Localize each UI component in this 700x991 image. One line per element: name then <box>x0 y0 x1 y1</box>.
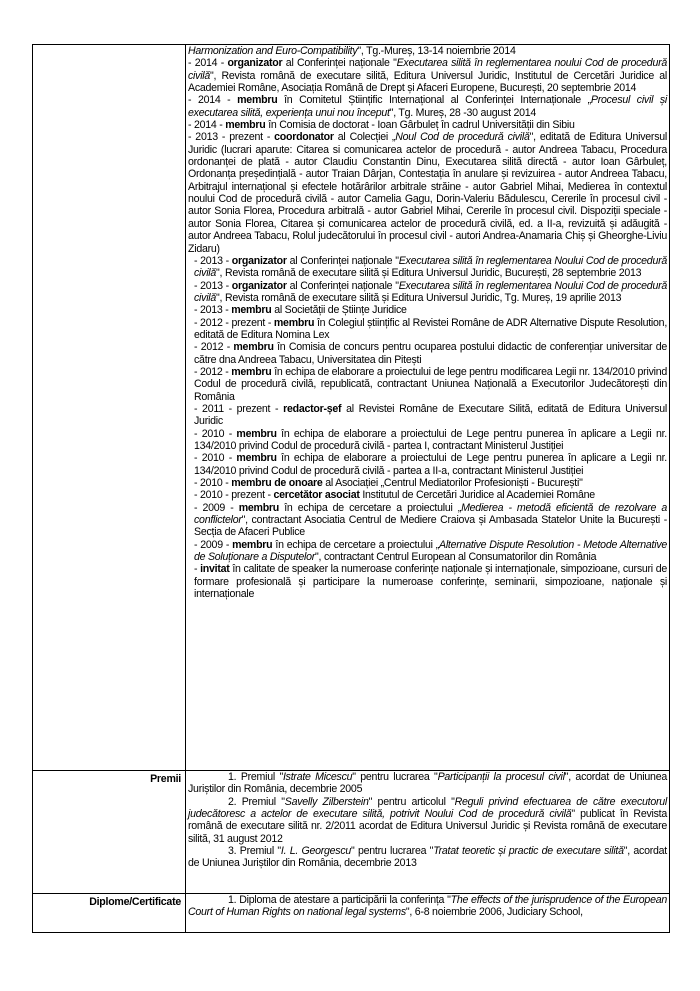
entry-role: Savelly Zilberstein <box>284 795 369 808</box>
activity-entry <box>188 403 667 428</box>
entry-details: ", Revista română de executare silită și Editura Universul Juridic, București, 28 septembrie 2013 <box>216 267 642 280</box>
entry-prefix: 3. Premiul " <box>228 845 281 858</box>
entry-prefix: - 2011 - prezent - <box>194 402 284 415</box>
entry-details: ", acordat de Uniunea Juriștilor din România, decembrie 2005 <box>188 771 667 796</box>
prizes-content-cell <box>186 771 670 894</box>
activity-entry <box>188 539 667 564</box>
entry-prefix: 1. Premiul " <box>228 771 283 783</box>
entry-role: membru <box>238 501 280 514</box>
activity-entry <box>188 45 667 57</box>
entry-text: al Conferinței naționale " <box>286 254 399 267</box>
entry-role: The effects of the jurisprudence of the European Court of Human Rights on national legal systems <box>188 894 667 919</box>
entry-text: în echipa de cercetare a proiectului „ <box>279 501 462 514</box>
entry-prefix: 1. Diploma de atestare a participării la conferința " <box>228 894 451 906</box>
entry-role: organizator <box>227 57 283 70</box>
cv-table <box>32 44 670 933</box>
entry-prefix: - 2012 - prezent - <box>194 316 274 329</box>
entry-details: ", Revista română de executare silită și Editura Universul Juridic, Tg. Mureș, 19 aprilie 2013 <box>216 291 622 304</box>
entry-prefix: - <box>194 563 201 576</box>
entry-title: Reguli privind efectuarea de către executorul judecătoresc a actelor de executare silită, potrivit Noului Cod de procedură civilă <box>188 795 667 821</box>
diploma-list <box>188 894 667 919</box>
activity-entry <box>188 563 667 600</box>
entry-role: membru <box>273 316 315 329</box>
entry-role: membru <box>231 304 272 317</box>
entry-title: Alternative Dispute Resolution - Metode Alternative de Soluționare a Disputelor <box>194 538 668 564</box>
entry-prefix: - 2009 - <box>194 538 233 551</box>
section-label-diplome: Diplome/Certificate <box>33 894 186 933</box>
activity-entry <box>188 304 667 316</box>
activity-content-cell <box>186 45 670 771</box>
entry-prefix: - 2010 - <box>194 452 237 465</box>
entry-text: al Conferinței naționale " <box>286 279 399 292</box>
entry-title: Participanții la procesul civil <box>437 771 565 783</box>
entry-text: în echipa de elaborare a proiectului de Lege pentru punerea în aplicare a Legii nr. 134/2010 privind Codul de procedură civilă - partea a II-a, contractant Ministerul Justiției <box>194 452 667 477</box>
diplomas-row <box>33 894 670 933</box>
entry-title: Tratat teoretic și practic de executare silită <box>433 845 624 858</box>
activity-entry <box>188 452 667 477</box>
entry-text: în calitate de speaker la numeroase conferințe naționale și internaționale, simpozioane, cursuri de formare profesională și participare la numeroase conferințe, seminarii, simpozioane, naționale și internaționale <box>194 563 667 601</box>
entry-role: membru <box>233 341 274 354</box>
entry-title: Executarea silită în reglementarea noului Cod de procedură civilă <box>188 57 668 82</box>
entry-title: Procesul civil și executarea silită, experiența unui nou început <box>188 94 668 119</box>
activity-entry <box>188 341 667 366</box>
entry-details: ", contractant Centrul European al Consumatorilor din România <box>315 551 597 564</box>
prize-list <box>188 771 667 870</box>
entry-title: Executarea silită în reglementarea Noului Cod de procedură civilă <box>194 254 668 280</box>
entry-text: în Comitetul Științific Internațional al Conferinței Internaționale „ <box>277 94 591 107</box>
activity-entry <box>188 502 667 539</box>
entry-text: Institutul de Cercetări Juridice al Academiei Române <box>359 489 595 502</box>
activity-entry <box>188 366 667 403</box>
entry-role: organizator <box>231 254 287 267</box>
entry-details: ", editată de Editura Universul Juridic (lucrari aparute: Citarea si comunicarea actelor de procedură - autor Andreea Tabacu, Procedura ordonanței de plată - autor Claudiu Constantin Dinu, Executarea silită directă - autor Ioan Gârbuleț, Ordonanța președințială - autor Traian Dârjan, Contestația în anulare și revizuirea - autor Andreea Tabacu, Arbitrajul internațional și efectele hotărârilor arbitrale străine - autor Gabriel Mihai, Medierea în contextul noului Cod de procedură civilă - autor Camelia Gagu, Dorin-Valeriu Bădulescu, Cererile în procesul civil - autor Sonia Florea, Procedura arbitrală - autor Gabriel Mihai, Cererile în procesul civil. Dispoziții speciale - autor Sonia Florea, Citarea și comunicarea actelor de procedură civilă, ed. a II-a, revizuită și adăugită - autor Andreea Tabacu, Rolul judecătorului în procesul civil - autori Andrea-Anamaria Chiș și Gheorghe-Liviu Zidaru) <box>188 131 667 255</box>
entry-role: membru <box>225 119 266 132</box>
entry-prefix: - 2012 - <box>194 341 234 354</box>
prize-entry <box>188 845 667 870</box>
entry-role: membru de onoare <box>231 477 323 490</box>
activity-entry <box>188 94 667 119</box>
entry-text: în echipa de elaborare a proiectului de Lege pentru punerea în aplicare a Legii nr. 134/2010 privind Codul de procedură civilă - partea I, contractant Ministerul Justiției <box>194 427 667 452</box>
prize-entry <box>188 771 667 796</box>
entry-text: în echipa de cercetare a proiectului „ <box>272 538 440 551</box>
entry-prefix: - 2013 - prezent - <box>188 131 275 144</box>
entry-title: Medierea - metodă eficientă de rezolvare a conflictelor <box>194 501 668 527</box>
entry-text: în Comisia de doctorat - Ioan Gârbuleț în cadrul Universității din Sibiu <box>265 119 575 132</box>
entry-prefix: 2. Premiul " <box>228 795 285 808</box>
entry-text: în echipa de elaborare a proiectului de lege pentru modificarea Legii nr. 134/2010 privind Codul de procedură civilă, republicată, contractant Uniunea Națională a Executorilor Judecătorești din România <box>194 365 668 403</box>
entry-details: " publicat în Revista română de executare silită nr. 2/2011 acordat de Editura Universul Juridic și Revista română de executare silită, 31 august 2012 <box>188 808 668 845</box>
entry-prefix: - 2014 - <box>188 119 226 132</box>
entry-role: Istrate Micescu <box>282 771 353 783</box>
entry-text: ", 6-8 noiembrie 2006, Judiciary School, <box>405 906 583 919</box>
entry-text: " pentru articolul " <box>368 795 455 808</box>
entry-prefix: - 2012 - <box>194 365 232 378</box>
activity-entry <box>188 428 667 453</box>
entry-role: redactor-șef <box>283 402 342 415</box>
entry-text: al Colecției „ <box>333 131 396 144</box>
activity-entry <box>188 57 667 94</box>
diploma-entry <box>188 894 667 919</box>
entry-prefix: - 2013 - <box>194 279 232 292</box>
entry-role: cercetător asociat <box>273 489 360 502</box>
entry-role: I. L. Georgescu <box>280 845 352 858</box>
activity-entry <box>188 280 667 305</box>
prizes-row <box>33 771 670 894</box>
activity-entry <box>188 255 667 280</box>
activity-row <box>33 45 670 771</box>
prize-entry <box>188 796 667 845</box>
activity-entry <box>188 119 667 131</box>
entry-role: membru <box>236 427 277 440</box>
diplomas-content-cell <box>186 894 670 933</box>
entry-text: al Conferinței naționale " <box>282 57 397 70</box>
entry-prefix: - 2010 - <box>194 477 232 490</box>
entry-title: Noul Cod de procedură civilă <box>395 131 530 144</box>
activity-list <box>188 45 667 600</box>
entry-text: al Revistei Române de Executare Silită, editată de Editura Universul Juridic <box>194 402 667 428</box>
entry-details: ", Tg.-Mureș, 13-14 noiembrie 2014 <box>357 45 516 57</box>
entry-prefix: - 2013 - <box>194 254 232 267</box>
entry-role: coordonator <box>274 131 334 144</box>
activity-label-cell <box>33 45 186 771</box>
entry-text: în Comisia de concurs pentru ocuparea postului didactic de conferențiar universitar de către dna Andreea Tabacu, Universitatea din Pitești <box>194 341 667 366</box>
entry-text: în Colegiul științific al Revistei Române de ADR Alternative Dispute Resolution, editată de Editura Nomina Lex <box>194 316 668 341</box>
entry-text: al Asociației „Centrul Mediatorilor Profesioniști - București" <box>322 477 583 490</box>
activity-entry <box>188 489 667 501</box>
entry-role: membru <box>236 452 277 465</box>
entry-prefix: - 2009 - <box>194 501 239 514</box>
entry-details: ", Revista română de executare silită, Editura Universul Juridic, Institutul de Cercetări Juridice al Academiei Române, Asociația Română de Drept și Afaceri Europene, București, 20 septembrie 2014 <box>188 69 667 95</box>
entry-details: ", acordat de Uniunea Juriștilor din România, decembrie 2013 <box>188 845 667 870</box>
entry-prefix: - 2014 - <box>188 57 228 70</box>
section-label-premii: Premii <box>33 771 186 894</box>
entry-role: membru <box>232 538 273 551</box>
entry-role: membru <box>237 94 278 107</box>
activity-entry <box>188 317 667 342</box>
entry-role: organizator <box>231 279 287 292</box>
entry-title: Executarea silită în reglementarea Noului Cod de procedură civilă <box>194 279 668 304</box>
entry-prefix: - 2010 - prezent - <box>194 489 274 502</box>
entry-prefix: - 2010 - <box>194 427 237 440</box>
activity-entry <box>188 477 667 489</box>
entry-title: Harmonization and Euro-Compatibility <box>188 45 358 57</box>
entry-text: " pentru lucrarea " <box>351 845 434 858</box>
entry-text: " pentru lucrarea " <box>352 771 438 783</box>
entry-role: invitat <box>200 563 230 576</box>
entry-text: al Societății de Științe Juridice <box>271 304 407 317</box>
entry-prefix: - 2014 - <box>188 94 238 107</box>
entry-prefix: - 2013 - <box>194 304 232 317</box>
entry-details: ", contractant Asociatia Centrul de Mediere Craiova și Ambasada Statelor Unite la București - Secția de Afaceri Publice <box>194 514 667 539</box>
entry-details: ", Tg. Mureș, 28 -30 august 2014 <box>389 106 537 119</box>
entry-role: membru <box>231 365 272 378</box>
activity-entry <box>188 131 667 254</box>
